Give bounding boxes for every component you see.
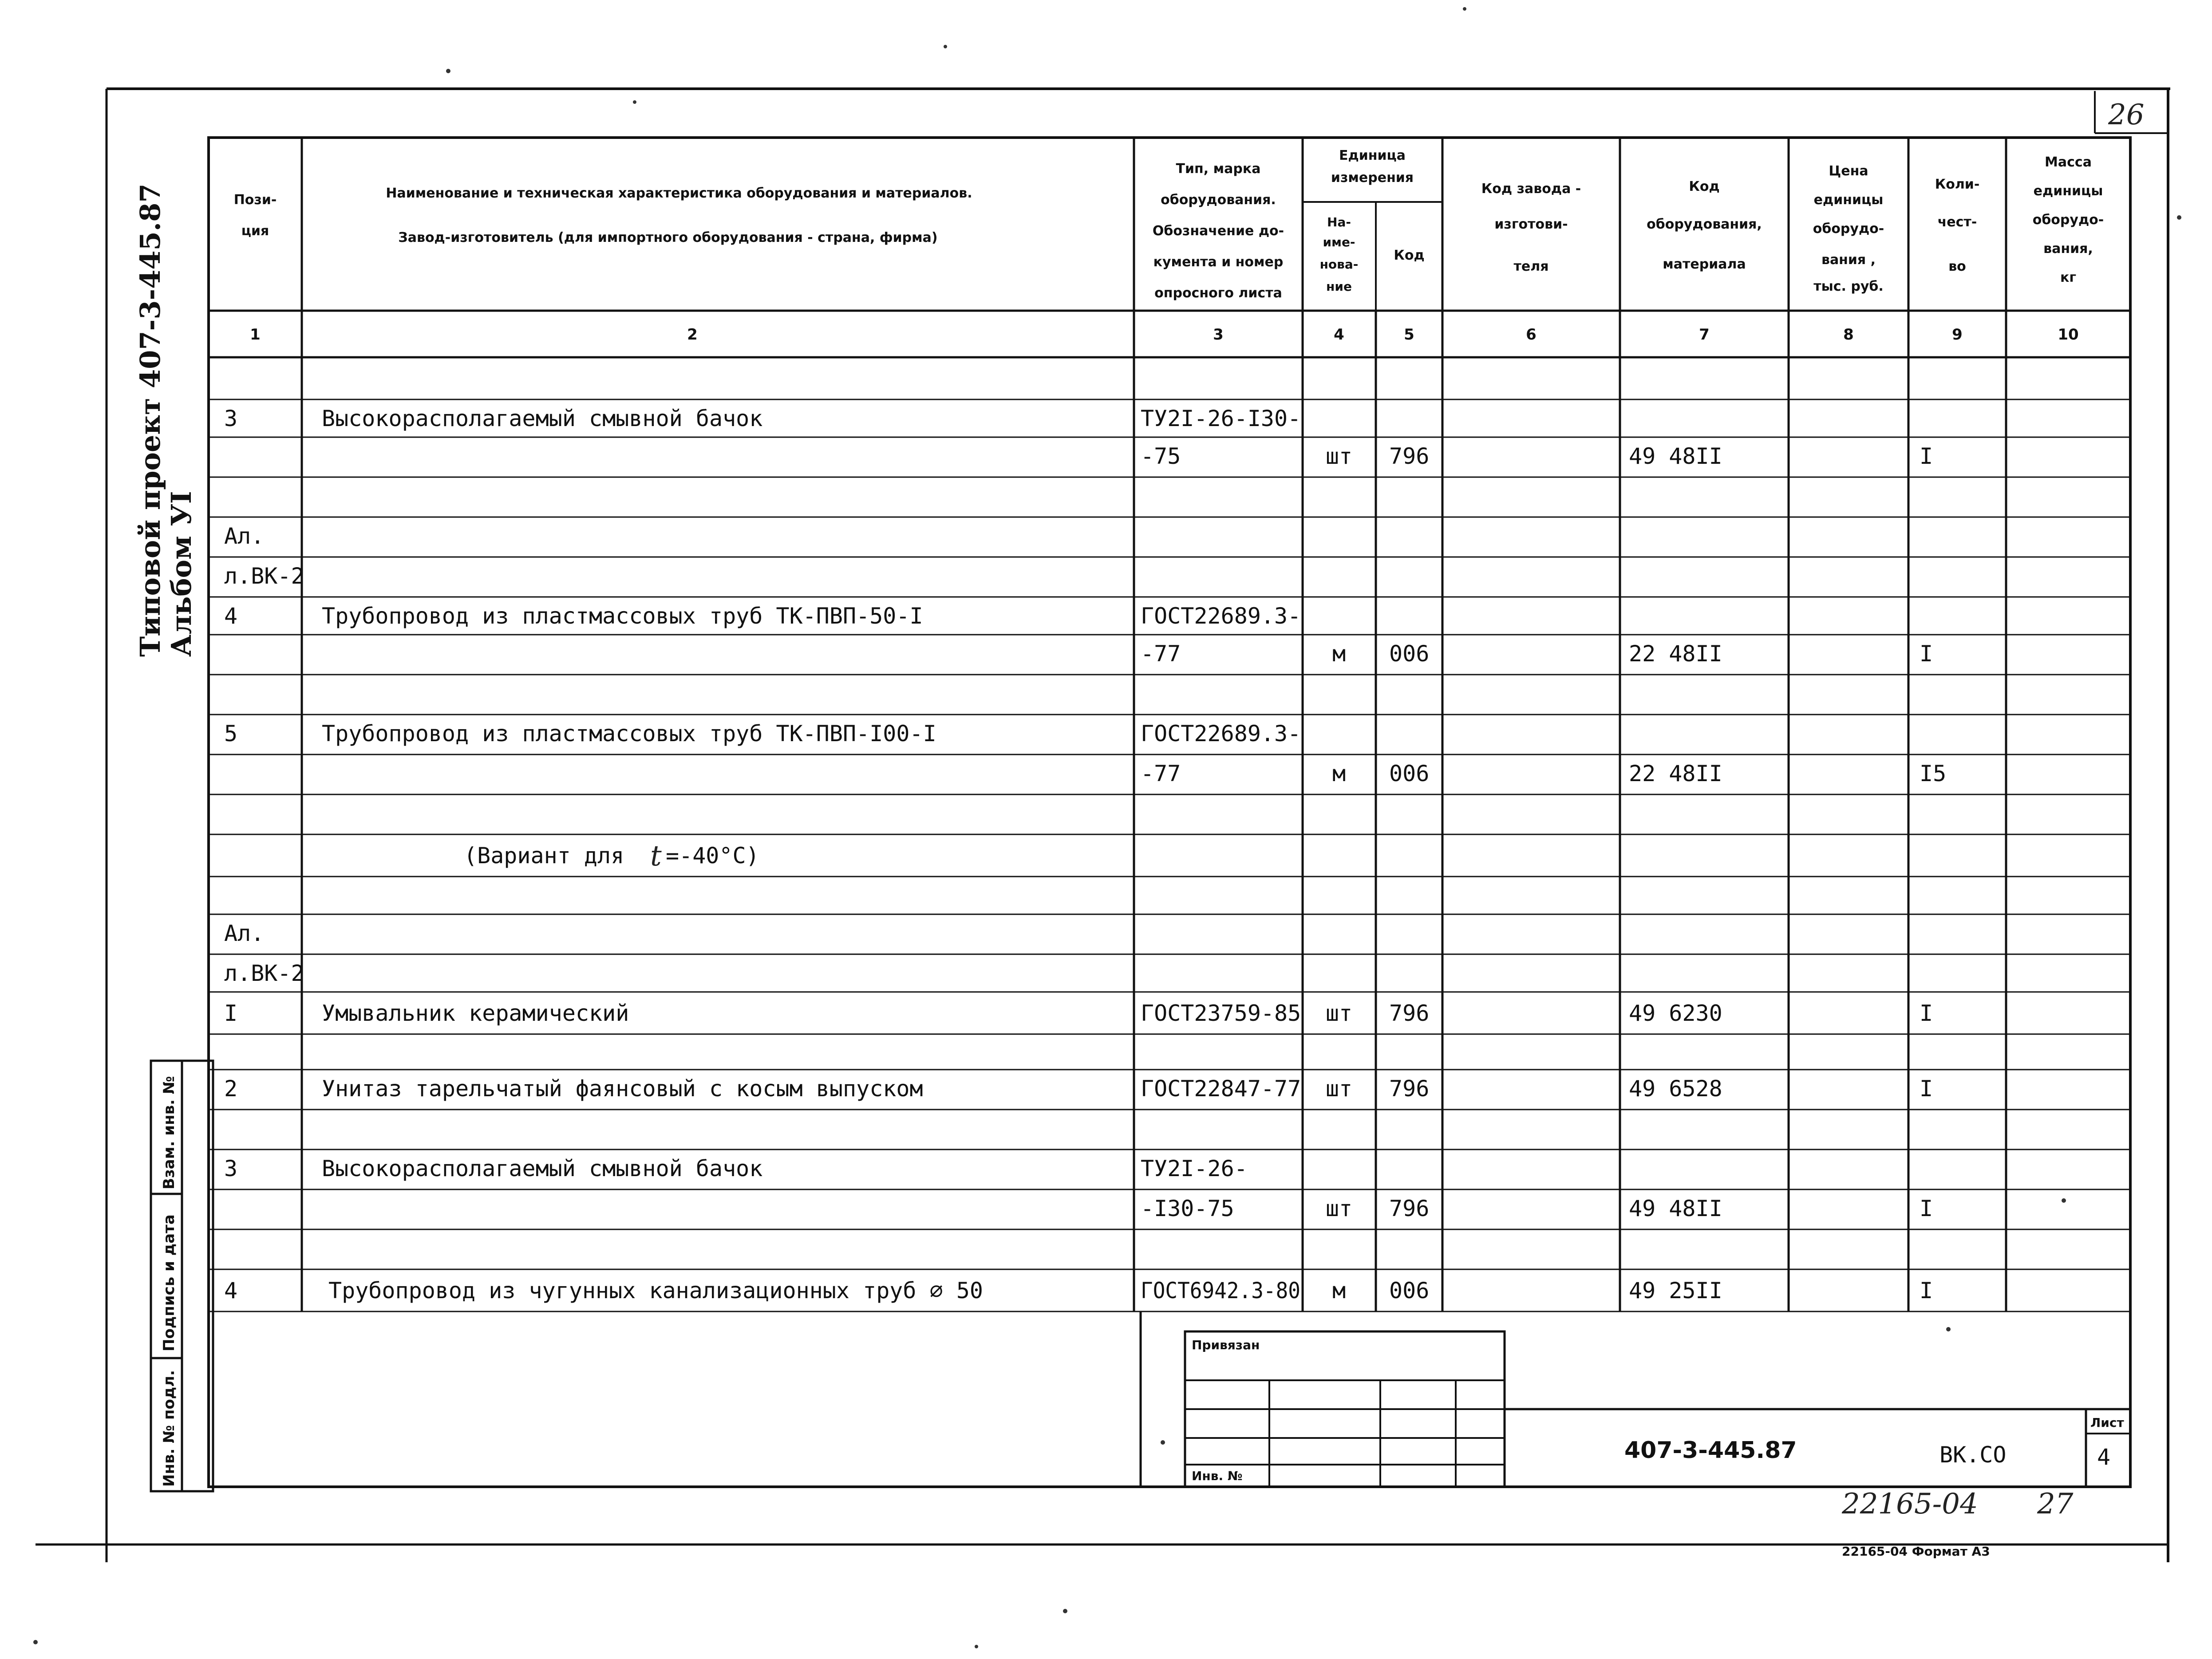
cell-code: 006 <box>1389 641 1430 667</box>
side-boxes <box>151 1061 213 1491</box>
side-title <box>134 184 198 657</box>
cell-material-code: 49 6528 <box>1629 1076 1722 1102</box>
cell-material-code: 49 48II <box>1629 1196 1722 1221</box>
cell-unit: м <box>1332 1278 1346 1304</box>
cell-unit: шт <box>1325 443 1353 469</box>
side-box-vzam: Взам. инв. № <box>160 1076 178 1189</box>
page-number: 26 <box>2108 99 2145 131</box>
header-col3-line1: Тип, марка <box>1176 161 1261 177</box>
table-row <box>464 840 759 873</box>
cell-quantity: I <box>1920 443 1933 469</box>
cell-code: 796 <box>1389 1196 1430 1221</box>
table-row <box>224 1278 1933 1304</box>
column-number: 1 <box>250 326 261 344</box>
column-number: 9 <box>1952 326 1963 344</box>
cell-quantity: I5 <box>1920 761 1947 786</box>
header-col10-line4: вания, <box>2043 241 2093 257</box>
table-row <box>224 721 1301 747</box>
cell-name: Умывальник керамический <box>322 1000 629 1026</box>
header-col9-line1: Коли- <box>1935 177 1980 192</box>
stamp-privyazan: Привязан <box>1192 1338 1260 1352</box>
cell-quantity: I <box>1920 641 1933 667</box>
cell-code: 796 <box>1389 1000 1430 1026</box>
header-col6-line3: теля <box>1513 259 1549 274</box>
stamp-document-code: 407-3-445.87 <box>1624 1437 1797 1464</box>
cell-position: 3 <box>224 1156 238 1181</box>
stamp-list-number: 4 <box>2097 1444 2111 1470</box>
column-number: 7 <box>1699 326 1710 344</box>
header-col4-line4: ние <box>1326 279 1352 294</box>
side-box-signature: Подпись и дата <box>160 1214 178 1351</box>
table-row <box>224 1076 1933 1102</box>
cell-type: ГОСТ22689.3- <box>1141 603 1301 629</box>
cell-code: 006 <box>1389 761 1430 786</box>
cell-position: 5 <box>224 721 238 747</box>
table-row <box>224 1156 1248 1181</box>
header-col5: Код <box>1394 248 1425 263</box>
table-row <box>224 563 304 589</box>
table-row <box>1141 641 1933 667</box>
header-col3-line2: оборудования. <box>1161 192 1276 208</box>
table-row <box>224 960 304 986</box>
side-box-inventory: Инв. № подл. <box>160 1370 178 1487</box>
header-col8-line3: оборудо- <box>1813 221 1884 237</box>
header-col8-line4: вания , <box>1821 252 1876 268</box>
cell-code: 796 <box>1389 1076 1430 1102</box>
cell-name: Унитаз тарельчатый фаянсовый с косым выпуском <box>322 1076 923 1102</box>
cell-quantity: I <box>1920 1278 1933 1304</box>
cell-code: 796 <box>1389 443 1430 469</box>
table-row <box>1141 761 1946 786</box>
table-header <box>234 148 2104 344</box>
header-col8-line2: единицы <box>1813 192 1884 208</box>
cell-position: л.ВК-2 <box>224 960 304 986</box>
column-number: 4 <box>1334 326 1344 344</box>
cell-position: Ал. <box>224 920 265 946</box>
variant-heading-suffix: =-40°С) <box>666 843 759 869</box>
handwritten-archive-number: 22165-04 <box>1842 1488 1978 1521</box>
header-col3-line4: кумента и номер <box>1153 254 1284 270</box>
variant-heading-variable: t <box>650 840 662 873</box>
table-row <box>1141 443 1933 469</box>
title-block <box>1141 1311 2130 1487</box>
cell-position: 4 <box>224 1278 238 1304</box>
header-col9-line3: во <box>1948 259 1966 274</box>
cell-position: 3 <box>224 406 238 431</box>
header-col3-line5: опросного листа <box>1154 285 1282 301</box>
cell-type: -77 <box>1141 641 1181 667</box>
stamp-sheet-code: ВК.СО <box>1939 1442 2007 1468</box>
variant-heading-prefix: (Вариант для <box>464 843 624 869</box>
column-number: 2 <box>687 326 698 344</box>
table-body <box>224 406 1946 1304</box>
cell-material-code: 49 6230 <box>1629 1000 1722 1026</box>
table-row <box>224 603 1301 629</box>
stamp-inv-no: Инв. № <box>1192 1469 1243 1483</box>
cell-type: ТУ2I-26- <box>1141 1156 1248 1181</box>
cell-position: 2 <box>224 1076 238 1102</box>
column-number: 3 <box>1213 326 1224 344</box>
cell-material-code: 22 48II <box>1629 641 1722 667</box>
table-row <box>224 920 264 946</box>
cell-name: Высокорасполагаемый смывной бачок <box>322 1156 763 1181</box>
cell-unit: м <box>1332 761 1346 786</box>
cell-quantity: I <box>1920 1196 1933 1221</box>
header-unit-group-line1: Единица <box>1339 148 1406 163</box>
cell-code: 006 <box>1389 1278 1430 1304</box>
header-col3-line3: Обозначение до- <box>1152 223 1284 239</box>
header-col4-line3: нова- <box>1319 257 1359 272</box>
cell-unit: шт <box>1325 1076 1353 1102</box>
cell-position: Ал. <box>224 523 265 549</box>
cell-type: ГОСТ23759-85 <box>1141 1000 1301 1026</box>
table-row <box>224 406 1301 431</box>
header-col1-line2: ция <box>241 223 269 239</box>
header-unit-group-line2: измерения <box>1331 170 1414 186</box>
cell-name: Трубопровод из пластмассовых труб ТК-ПВП-50-I <box>322 603 923 629</box>
cell-type: -77 <box>1141 761 1181 786</box>
cell-position: I <box>224 1000 238 1026</box>
table-row <box>224 523 264 549</box>
column-number: 6 <box>1526 326 1537 344</box>
cell-name: Высокорасполагаемый смывной бачок <box>322 406 763 431</box>
cell-position: 4 <box>224 603 238 629</box>
header-col8-line5: тыс. руб. <box>1813 279 1884 294</box>
cell-unit: м <box>1332 641 1346 667</box>
cell-type: -75 <box>1141 443 1181 469</box>
column-number: 8 <box>1843 326 1854 344</box>
header-col7-line3: материала <box>1663 257 1746 272</box>
header-col10-line5: кг <box>2060 270 2077 285</box>
cell-type: ГОСТ6942.3-80 <box>1141 1278 1300 1304</box>
header-col10-line1: Масса <box>2045 154 2092 170</box>
header-col4-line1: На- <box>1327 215 1351 229</box>
cell-unit: шт <box>1325 1000 1353 1026</box>
cell-type: ТУ2I-26-I30- <box>1141 406 1301 431</box>
cell-material-code: 49 48II <box>1629 443 1722 469</box>
column-number: 5 <box>1404 326 1414 344</box>
header-col6-line1: Код завода - <box>1481 181 1581 197</box>
cell-type: -I30-75 <box>1141 1196 1234 1221</box>
header-col2-line1: Наименование и техническая характеристика оборудования и материалов. <box>386 186 972 201</box>
header-col1-line1: Пози- <box>233 192 277 208</box>
side-title-project: Типовой проект 407-3-445.87 <box>134 183 166 657</box>
header-col9-line2: чест- <box>1937 214 1977 230</box>
header-col8-line1: Цена <box>1829 163 1868 179</box>
cell-quantity: I <box>1920 1000 1933 1026</box>
header-col7-line1: Код <box>1689 179 1720 194</box>
header-col10-line2: единицы <box>2033 183 2103 199</box>
table-row <box>224 1000 1933 1026</box>
header-col6-line2: изготови- <box>1494 217 1568 232</box>
cell-material-code: 49 25II <box>1629 1278 1722 1304</box>
cell-quantity: I <box>1920 1076 1933 1102</box>
handwritten-corner-mark: 27 <box>2037 1488 2074 1521</box>
cell-name: Трубопровод из пластмассовых труб ТК-ПВП-I00-I <box>322 721 936 747</box>
cell-unit: шт <box>1325 1196 1353 1221</box>
header-col10-line3: оборудо- <box>2032 212 2104 228</box>
cell-type: ГОСТ22689.3- <box>1141 721 1301 747</box>
side-title-album: Альбом УI <box>165 491 198 657</box>
header-col7-line2: оборудования, <box>1647 217 1762 232</box>
stamp-list-label: Лист <box>2090 1415 2124 1430</box>
header-col4-line2: име- <box>1323 235 1355 249</box>
header-col2-line2: Завод-изготовитель (для импортного оборудования - страна, фирма) <box>398 230 938 245</box>
cell-name: Трубопровод из чугунных канализационных труб ∅ 50 <box>328 1278 984 1304</box>
footer-format-label: 22165-04 Формат А3 <box>1842 1544 1990 1559</box>
table-row <box>1141 1196 1933 1221</box>
column-number: 10 <box>2058 326 2079 344</box>
cell-type: ГОСТ22847-77 <box>1141 1076 1301 1102</box>
cell-position: л.ВК-2 <box>224 563 304 589</box>
cell-material-code: 22 48II <box>1629 761 1722 786</box>
